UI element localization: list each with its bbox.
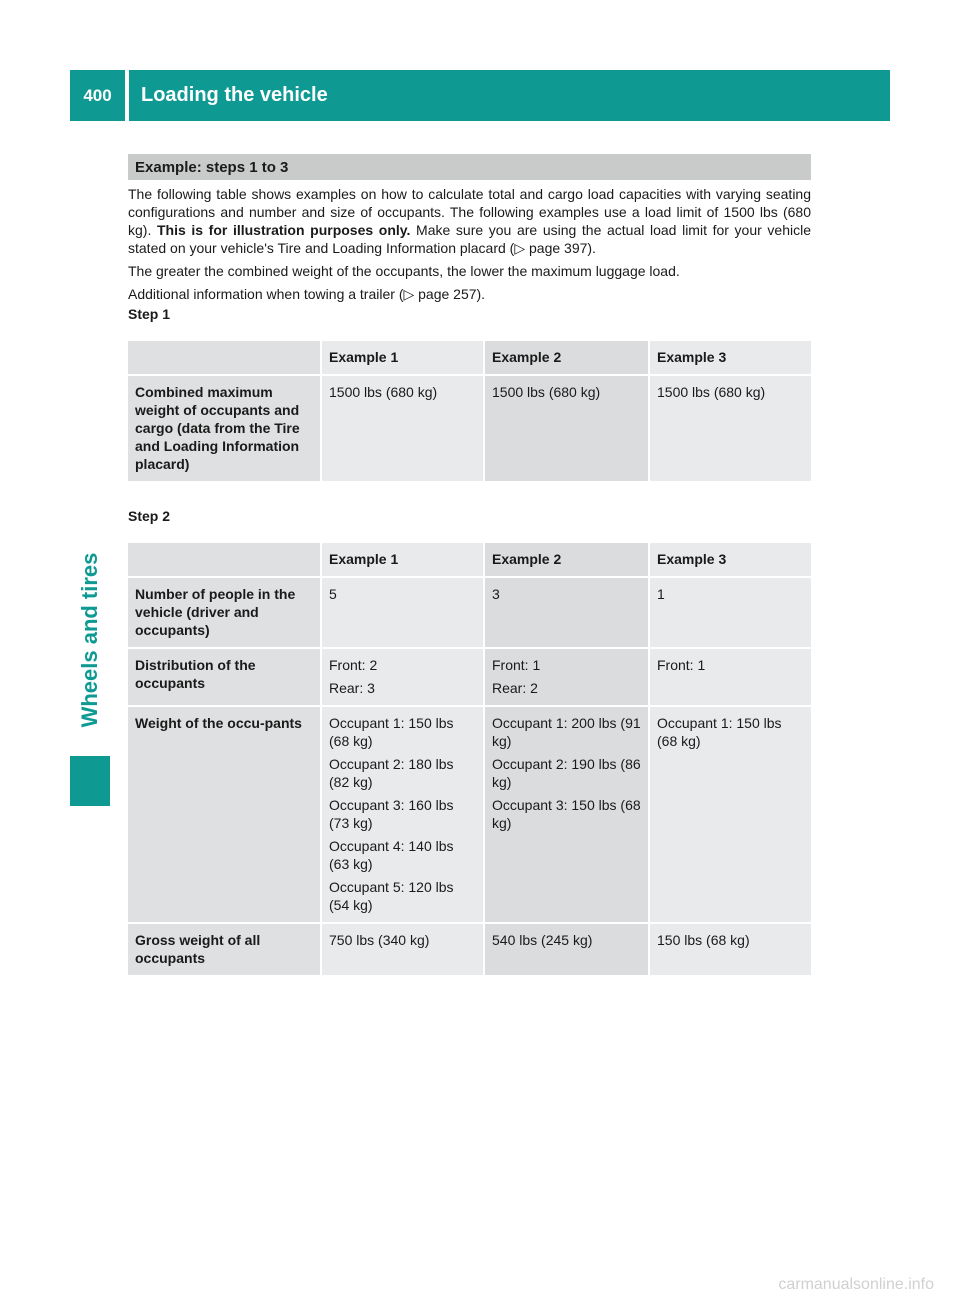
cell-line: 150 lbs (68 kg) [657,932,750,948]
cell-line: Occupant 3: 160 lbs (73 kg) [329,797,454,831]
cell-line: 1500 lbs (680 kg) [657,384,766,400]
column-header: Example 3 [648,543,811,578]
column-header: Example 2 [483,543,648,578]
table-cell [648,578,811,649]
table-row [128,707,811,924]
column-header: Example 1 [320,543,483,578]
cell-line: Occupant 2: 180 lbs (82 kg) [329,756,454,790]
cell-line: Rear: 2 [492,680,538,696]
step2-table [128,543,811,977]
side-tab-label: Wheels and tires [77,552,102,728]
table-cell [320,376,483,483]
table-cell [320,578,483,649]
table-cell [648,924,811,977]
step1-table [128,341,811,483]
cell-line: Front: 2 [329,657,378,673]
column-header: Example 1 [320,341,483,376]
occupants-note: The greater the combined weight of the occupants, the lower the maximum luggage load. [128,263,680,279]
cell-line: Occupant 4: 140 lbs (63 kg) [329,838,454,872]
cell-line: 1500 lbs (680 kg) [492,384,601,400]
section-title: Example: steps 1 to 3 [128,154,811,180]
table-cell [320,649,483,707]
step1-label: Step 1 [128,306,171,322]
table-cell [483,376,648,483]
cell-line: 3 [492,586,500,602]
content [128,154,811,977]
table-row [128,578,811,649]
cell-line: Occupant 1: 200 lbs (91 kg) [492,715,641,749]
table-cell [648,649,811,707]
cell-line: Occupant 1: 150 lbs (68 kg) [329,715,454,749]
cell-line: Occupant 5: 120 lbs (54 kg) [329,879,454,913]
intro-text-2: Make sure you are using the actual load limit for your vehicle stated on your vehicle's Tire and Loading Information placard (▷ page 397). [128,222,811,256]
side-tab [70,530,110,750]
table-cell [483,649,648,707]
table-row [128,924,811,977]
table-cell [648,707,811,924]
intro-text-1: The following table shows examples on how to calculate total and cargo load capacities with varying seating configurations and number and size of occupants. The following examples use a load limit of 1500 lbs (680 kg). [128,186,811,238]
table-row [128,376,811,483]
table-cell [648,376,811,483]
row-label: Distribution of the occupants [128,649,320,707]
watermark: carmanualsonline.info [778,1276,934,1293]
table-header-row [128,341,811,376]
side-tab-marker [70,756,110,806]
table-header-row [128,543,811,578]
intro-paragraph [128,185,811,257]
column-header: Example 3 [648,341,811,376]
table-cell [483,578,648,649]
cell-line: 540 lbs (245 kg) [492,932,593,948]
cell-line: Front: 1 [657,657,706,673]
cell-line: Occupant 3: 150 lbs (68 kg) [492,797,641,831]
cell-line: 1 [657,586,665,602]
cell-line: Rear: 3 [329,680,375,696]
intro-emphasis: This is for illustration purposes only. [156,222,411,238]
cell-line: 750 lbs (340 kg) [329,932,430,948]
table-cell [320,924,483,977]
cell-line: Front: 1 [492,657,541,673]
column-header: Example 2 [483,341,648,376]
page-title: Loading the vehicle [141,84,328,106]
cell-line: Occupant 2: 190 lbs (86 kg) [492,756,641,790]
towing-note: Additional information when towing a trailer (▷ page 257). [128,286,486,302]
row-label: Combined maximum weight of occupants and cargo (data from the Tire and Loading Information placard) [128,376,320,483]
row-label: Number of people in the vehicle (driver and occupants) [128,578,320,649]
table-row [128,649,811,707]
cell-line: 1500 lbs (680 kg) [329,384,438,400]
step2-label: Step 2 [128,508,171,524]
table-cell [483,707,648,924]
cell-line: Occupant 1: 150 lbs (68 kg) [657,715,782,749]
header-divider [125,70,129,121]
table-cell [320,707,483,924]
table-cell [483,924,648,977]
column-header [128,341,320,376]
cell-line: 5 [329,586,337,602]
column-header [128,543,320,578]
row-label: Gross weight of all occupants [128,924,320,977]
page-number: 400 [83,85,112,105]
row-label: Weight of the occu-pants [128,707,320,924]
